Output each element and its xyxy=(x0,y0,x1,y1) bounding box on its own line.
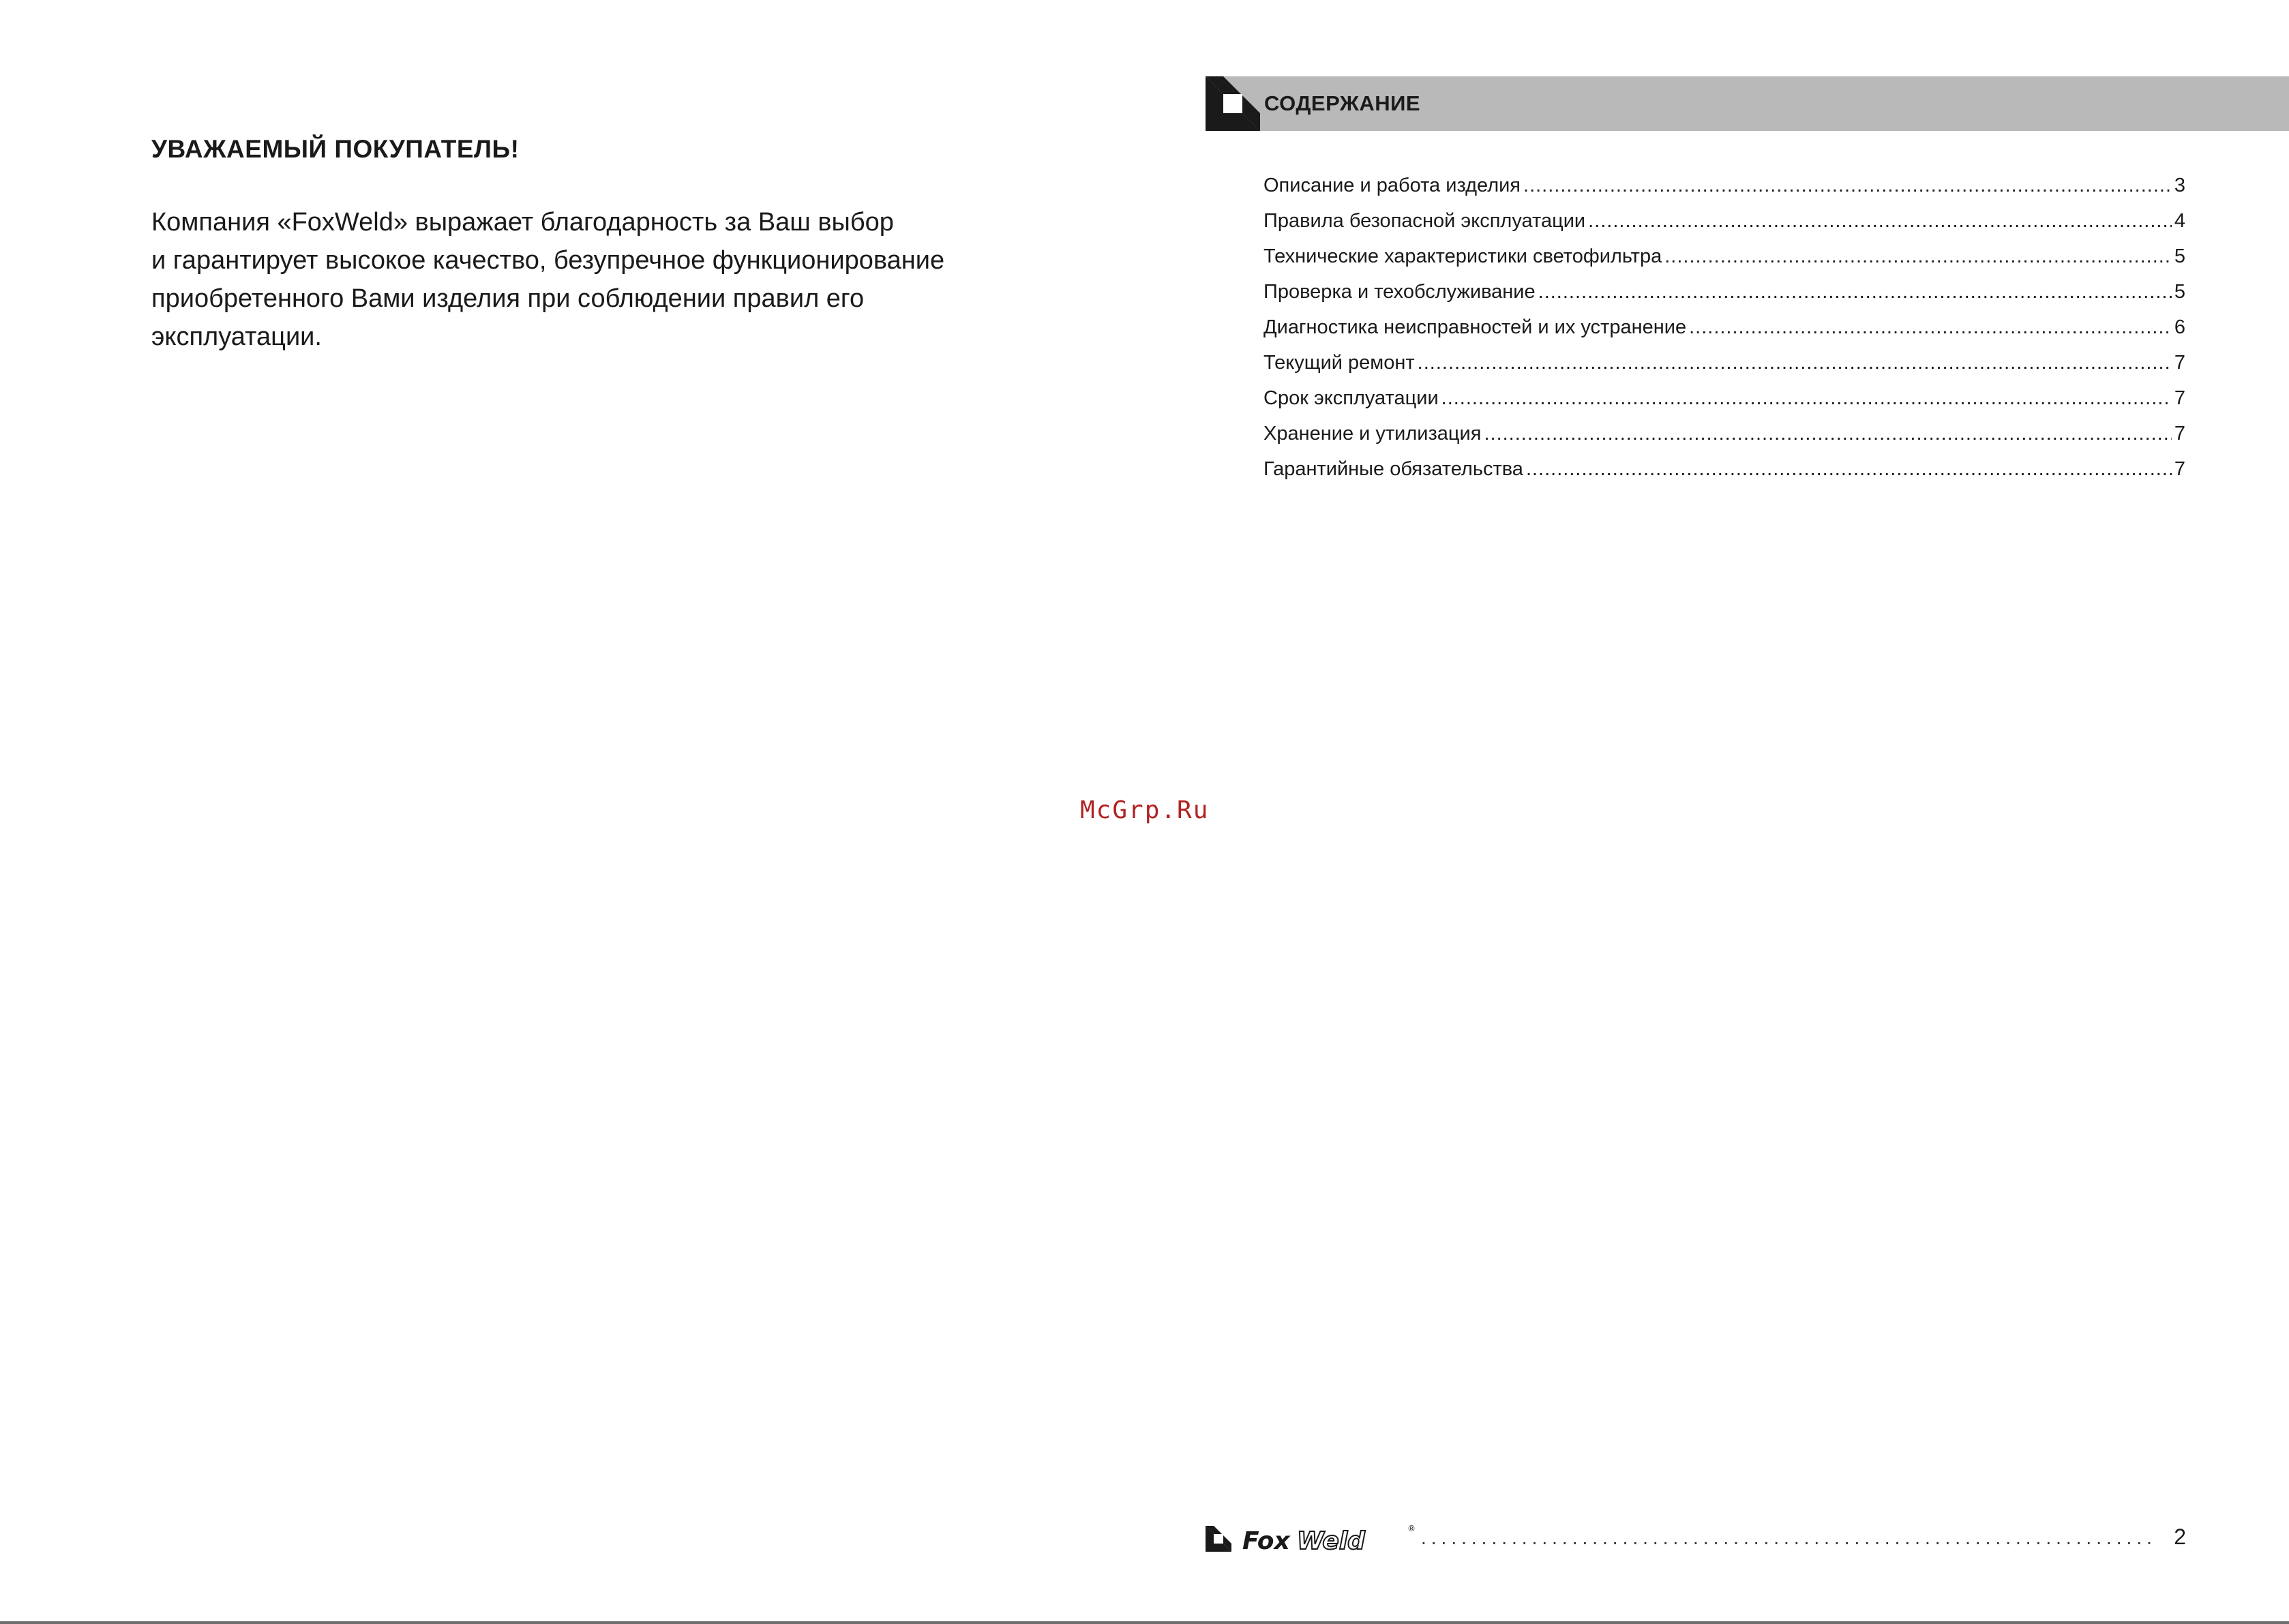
toc-item[interactable] xyxy=(1263,175,2185,210)
toc-leader-dots xyxy=(1484,423,2171,445)
bottom-divider xyxy=(0,1621,2289,1624)
toc-item-label: Правила безопасной эксплуатации xyxy=(1263,210,1586,232)
watermark-text: McGrp.Ru xyxy=(1080,796,1210,824)
foxweld-logo-icon xyxy=(1204,1522,1416,1556)
toc-title: СОДЕРЖАНИЕ xyxy=(1264,91,1421,115)
toc-item-label: Диагностика неисправностей и их устранение xyxy=(1263,316,1687,338)
toc-item-label: Технические характеристики светофильтра xyxy=(1263,245,1662,267)
toc-leader-dots xyxy=(1441,387,2172,410)
toc-item[interactable] xyxy=(1263,245,2185,281)
toc-item-label: Описание и работа изделия xyxy=(1263,175,1521,196)
toc-item-page: 7 xyxy=(2174,352,2185,374)
toc-item[interactable] xyxy=(1263,352,2185,387)
toc-item[interactable] xyxy=(1263,210,2185,245)
corner-square-icon xyxy=(1206,76,1260,131)
page-footer xyxy=(1204,1522,2186,1556)
svg-text:Fox: Fox xyxy=(1242,1527,1290,1555)
toc-item[interactable] xyxy=(1263,387,2185,423)
svg-text:Weld: Weld xyxy=(1297,1527,1365,1555)
toc-item-label: Гарантийные обязательства xyxy=(1263,458,1523,480)
svg-text:®: ® xyxy=(1407,1524,1416,1533)
toc-item-page: 7 xyxy=(2174,387,2185,409)
greeting-title: УВАЖАЕМЫЙ ПОКУПАТЕЛЬ! xyxy=(151,135,520,163)
toc-item[interactable] xyxy=(1263,458,2185,494)
toc-item[interactable] xyxy=(1263,281,2185,316)
toc-item-page: 6 xyxy=(2174,316,2185,338)
toc-leader-dots xyxy=(1523,175,2172,197)
toc-item-page: 7 xyxy=(2174,423,2185,445)
greeting-line: Компания «FoxWeld» выражает благодарность за Ваш выбор xyxy=(151,208,894,237)
toc-item[interactable] xyxy=(1263,316,2185,352)
toc-list xyxy=(1263,175,2185,494)
toc-leader-dots xyxy=(1538,281,2172,303)
page-number: 2 xyxy=(2174,1524,2186,1549)
toc-item-label: Хранение и утилизация xyxy=(1263,423,1482,445)
greeting-line: эксплуатации. xyxy=(151,322,322,351)
toc-item-page: 7 xyxy=(2174,458,2185,480)
toc-leader-dots xyxy=(1526,458,2172,481)
toc-leader-dots xyxy=(1664,245,2172,268)
toc-item[interactable] xyxy=(1263,423,2185,458)
toc-item-label: Проверка и техобслуживание xyxy=(1263,281,1536,303)
toc-item-page: 3 xyxy=(2174,175,2185,196)
toc-leader-dots xyxy=(1689,316,2172,339)
toc-item-page: 5 xyxy=(2174,245,2185,267)
toc-leader-dots xyxy=(1588,210,2172,232)
greeting-body xyxy=(151,203,1120,356)
toc-header-band xyxy=(1206,76,2289,131)
toc-item-label: Срок эксплуатации xyxy=(1263,387,1439,409)
toc-leader-dots xyxy=(1418,352,2172,374)
greeting-line: и гарантирует высокое качество, безупречное функционирование xyxy=(151,246,945,275)
toc-item-page: 4 xyxy=(2174,210,2185,232)
toc-item-page: 5 xyxy=(2174,281,2185,303)
toc-item-label: Текущий ремонт xyxy=(1263,352,1415,374)
greeting-line: приобретенного Вами изделия при соблюдении правил его xyxy=(151,284,865,313)
footer-leader-dots xyxy=(1421,1527,2152,1549)
